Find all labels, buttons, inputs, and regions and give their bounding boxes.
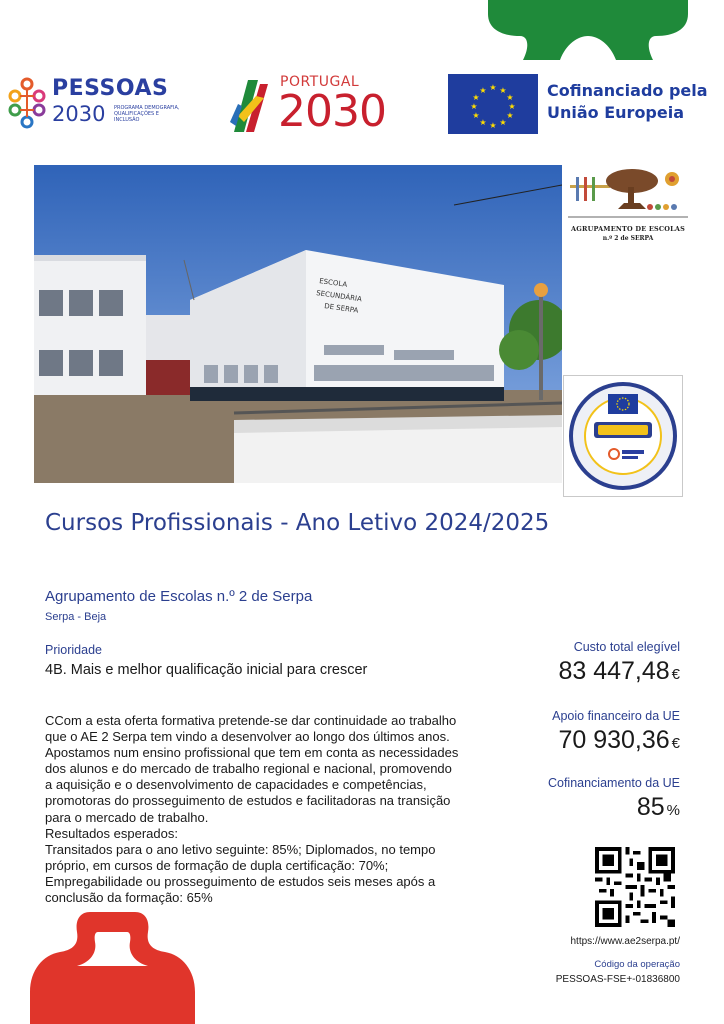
eu-cofinancing-unit: % bbox=[666, 802, 680, 819]
svg-text:★: ★ bbox=[470, 102, 478, 111]
eu-text-line1: Cofinanciado pela bbox=[547, 81, 708, 100]
eu-support-value: 70 930,36 bbox=[558, 726, 670, 754]
portugal-word: PORTUGAL bbox=[280, 74, 360, 90]
eu-support-block bbox=[552, 709, 680, 755]
portugal-2030-logo bbox=[228, 72, 398, 140]
eu-stars-icon bbox=[448, 74, 538, 134]
school-building-photo bbox=[34, 165, 562, 483]
eu-cofinancing-value: 85 bbox=[636, 793, 665, 821]
total-cost-block bbox=[558, 640, 680, 686]
svg-text:★: ★ bbox=[499, 86, 507, 95]
agrupamento-sub: n.º 2 de SERPA bbox=[602, 235, 654, 242]
school-sign-line1: ESCOLA bbox=[318, 277, 348, 289]
description-line: conclusão da formação: 65% bbox=[45, 890, 213, 906]
priority-label: Prioridade bbox=[45, 643, 102, 657]
svg-text:★: ★ bbox=[508, 102, 516, 111]
school-sign-line3: DE SERPA bbox=[323, 302, 359, 315]
total-cost-unit: € bbox=[671, 666, 680, 683]
priority-value: 4B. Mais e melhor qualificação inicial para crescer bbox=[45, 662, 368, 678]
tree-emblem-icon bbox=[568, 167, 688, 219]
pessoas-emblem-icon bbox=[6, 76, 48, 134]
pessoas-word: PESSOAS bbox=[52, 76, 169, 101]
description-line: a aquisição e o desenvolvimento de capacidades e competências, bbox=[45, 777, 427, 793]
eu-cofinanced-text bbox=[547, 80, 724, 124]
construction-seal-icon bbox=[564, 376, 682, 496]
agrupamento-logo bbox=[566, 167, 690, 249]
description-line: Empregabilidade ou prosseguimento de estudos seis meses após a bbox=[45, 873, 436, 889]
eu-support-unit: € bbox=[671, 735, 680, 752]
svg-text:★: ★ bbox=[499, 118, 507, 127]
description-line: dos alunos e do mercado de trabalho regional e nacional, promovendo bbox=[45, 761, 452, 777]
organization-location: Serpa - Beja bbox=[45, 611, 107, 623]
portugal-flag-ribbon-icon bbox=[228, 76, 274, 134]
total-cost-value: 83 447,48 bbox=[558, 657, 670, 685]
svg-text:★: ★ bbox=[489, 83, 497, 92]
description-line: próprio, em cursos de formação de dupla certificação: 70%; bbox=[45, 857, 389, 873]
description-line: Resultados esperados: bbox=[45, 825, 178, 841]
description-line: promotoras do prosseguimento de estudos e facilitadoras na transição bbox=[45, 793, 451, 809]
website-link[interactable]: https://www.ae2serpa.pt/ bbox=[570, 936, 680, 947]
svg-text:★: ★ bbox=[479, 86, 487, 95]
eu-support-label: Apoio financeiro da UE bbox=[552, 709, 680, 723]
page-title: Cursos Profissionais - Ano Letivo 2024/2025 bbox=[45, 510, 550, 536]
description-line: Apostamos num ensino profissional que tem em conta as necessidades bbox=[45, 745, 459, 761]
eu-text-line2: União Europeia bbox=[547, 103, 685, 122]
school-sign-line2: SECUNDÁRIA bbox=[315, 289, 363, 304]
svg-text:★: ★ bbox=[489, 121, 497, 130]
eu-flag bbox=[448, 74, 538, 134]
svg-text:★: ★ bbox=[506, 93, 514, 102]
operation-code-value: PESSOAS-FSE+-01836800 bbox=[555, 974, 680, 985]
decorative-red-shape bbox=[30, 912, 195, 1024]
eu-cofinancing-block bbox=[548, 776, 680, 822]
organization-name: Agrupamento de Escolas n.º 2 de Serpa bbox=[45, 588, 313, 605]
description-line: CCom a esta oferta formativa pretende-se dar continuidade ao trabalho bbox=[45, 713, 457, 728]
pessoas-year: 2030 bbox=[52, 102, 106, 126]
construction-seal bbox=[563, 375, 683, 497]
description-line: que o AE 2 Serpa tem vindo a desenvolver ao longo dos últimos anos. bbox=[45, 729, 450, 745]
svg-text:★: ★ bbox=[506, 111, 514, 120]
total-cost-label: Custo total elegível bbox=[573, 640, 680, 654]
decorative-green-shape bbox=[488, 0, 688, 60]
pessoas-subtitle: PROGRAMA DEMOGRAFIA, QUALIFICAÇÕES E INCLUSÃO bbox=[114, 105, 180, 123]
agrupamento-name: AGRUPAMENTO DE ESCOLAS bbox=[570, 225, 686, 233]
svg-text:★: ★ bbox=[479, 118, 487, 127]
portugal-year: 2030 bbox=[278, 86, 386, 137]
description-line: para o mercado de trabalho. bbox=[45, 809, 209, 825]
pessoas-2030-logo bbox=[6, 72, 181, 136]
project-description bbox=[45, 713, 485, 906]
qr-code-icon[interactable] bbox=[595, 847, 675, 927]
operation-code-label: Código da operação bbox=[594, 959, 680, 970]
svg-text:★: ★ bbox=[472, 111, 480, 120]
description-line: Transitados para o ano letivo seguinte: 85%; Diplomados, no tempo bbox=[45, 841, 436, 857]
eu-cofinancing-label: Cofinanciamento da UE bbox=[547, 776, 680, 790]
svg-text:★: ★ bbox=[472, 93, 480, 102]
